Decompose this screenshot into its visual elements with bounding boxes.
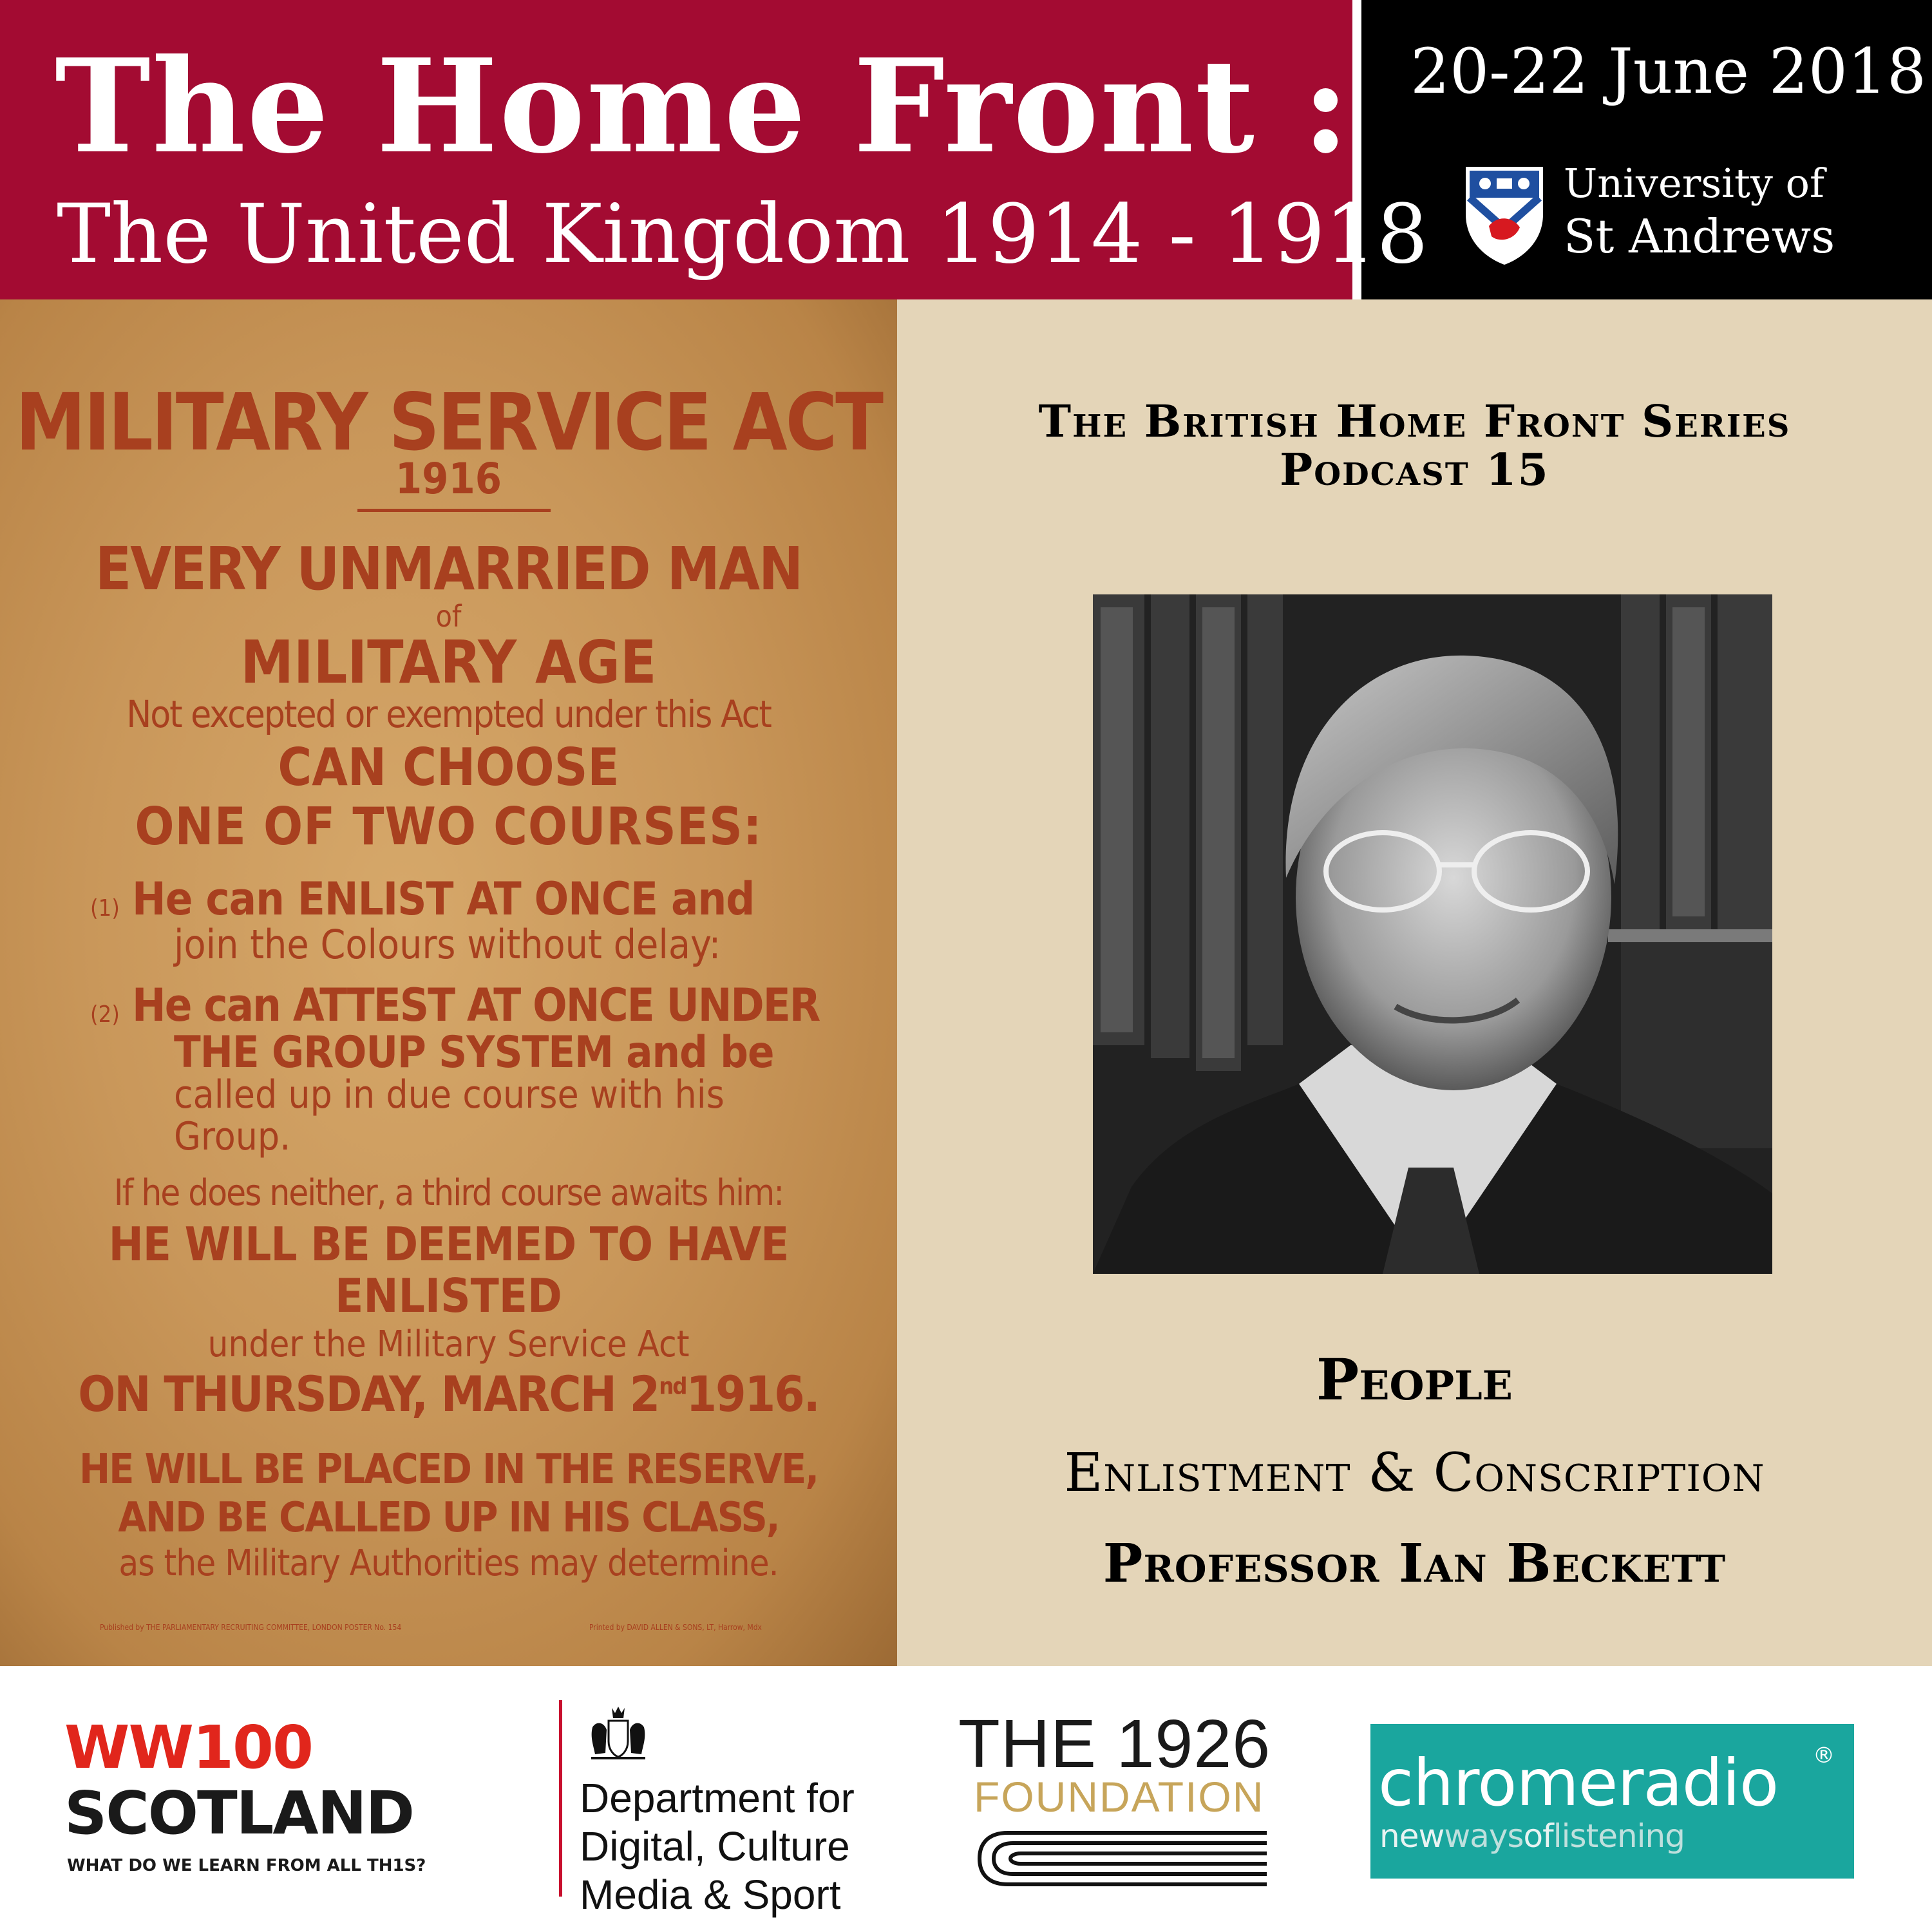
poster-enlist-date-sup: nd xyxy=(659,1373,687,1400)
book-stack-icon xyxy=(976,1829,1269,1888)
poster-course1-line-b: join the Colours without delay: xyxy=(174,921,721,968)
poster-year: 1916 xyxy=(395,454,502,504)
poster-course1-number: (1) xyxy=(90,895,120,922)
episode-subject: Enlistment & Conscription xyxy=(1064,1443,1765,1504)
university-name-line1: University of xyxy=(1564,160,1824,207)
poster-reserve-line-c: as the Military Authorities may determine. xyxy=(118,1542,779,1584)
f1926-logo-line1: THE 1926 xyxy=(958,1706,1271,1782)
poster-line-two-courses: ONE OF TWO COURSES: xyxy=(135,797,762,857)
poster-line-not-excepted: Not excepted or exempted under this Act xyxy=(126,692,771,736)
dcms-name-line2: Digital, Culture xyxy=(580,1823,850,1870)
chromeradio-name: chromeradio xyxy=(1378,1745,1779,1821)
page-title: The Home Front : xyxy=(55,31,1351,182)
chromeradio-tag-of: of xyxy=(1523,1817,1553,1855)
chromeradio-tag-ways: ways xyxy=(1444,1817,1524,1855)
episode-topic: People xyxy=(1316,1346,1513,1413)
event-date: 20-22 June 2018 xyxy=(1410,35,1927,108)
poster-course2-line-a: He can ATTEST AT ONCE UNDER xyxy=(132,979,820,1032)
speaker-portrait-photo xyxy=(1093,594,1772,1274)
series-title: The British Home Front Series xyxy=(1038,396,1791,448)
chromeradio-tag-new: new xyxy=(1379,1817,1444,1855)
poster-under-act: under the Military Service Act xyxy=(207,1323,690,1365)
page-subtitle: The United Kingdom 1914 - 1918 xyxy=(57,187,1428,281)
poster-line-unmarried: EVERY UNMARRIED MAN xyxy=(95,535,802,603)
poster-reserve-line-a: HE WILL BE PLACED IN THE RESERVE, xyxy=(79,1446,819,1493)
poster-divider xyxy=(357,509,551,512)
poster-enlist-date xyxy=(0,1365,897,1423)
poster-deemed-line-b: ENLISTED xyxy=(335,1269,562,1323)
chromeradio-tag-listening: listening xyxy=(1553,1817,1685,1855)
poster-line-can-choose: CAN CHOOSE xyxy=(278,737,620,797)
poster-imprint-right: Printed by DAVID ALLEN & SONS, LT, Harrow, Mdx xyxy=(589,1623,762,1632)
poster-course2-number: (2) xyxy=(90,1001,120,1028)
poster-line-military-age: MILITARY AGE xyxy=(240,628,657,697)
royal-coat-of-arms-icon xyxy=(580,1701,657,1766)
poster-course1-line-a: He can ENLIST AT ONCE and xyxy=(132,873,755,925)
f1926-logo-line2: FOUNDATION xyxy=(974,1773,1265,1821)
poster-reserve-line-b: AND BE CALLED UP IN HIS CLASS, xyxy=(118,1494,779,1542)
poster-line-of: of xyxy=(435,599,462,634)
poster-course2-line-b: THE GROUP SYSTEM and be xyxy=(174,1027,774,1078)
dcms-name-line1: Department for xyxy=(580,1775,855,1821)
ww100-logo-line1: WW100 xyxy=(64,1713,312,1782)
ww100-tagline: WHAT DO WE LEARN FROM ALL TH1S? xyxy=(67,1856,426,1875)
university-name-line2: St Andrews xyxy=(1564,209,1835,263)
episode-speaker: Professor Ian Beckett xyxy=(1103,1533,1727,1595)
podcast-number: Podcast 15 xyxy=(1280,444,1549,496)
poster-course2-line-d: Group. xyxy=(174,1114,291,1159)
chromeradio-tagline xyxy=(1379,1817,1685,1855)
poster-imprint-left: Published by THE PARLIAMENTARY RECRUITING COMMITTEE, LONDON POSTER No. 154 xyxy=(100,1623,402,1632)
university-crest-icon xyxy=(1463,164,1546,266)
ww100-logo-line2: SCOTLAND xyxy=(64,1779,413,1848)
poster-third-course: If he does neither, a third course awaits him: xyxy=(113,1172,784,1214)
chromeradio-registered-mark: ® xyxy=(1813,1743,1835,1768)
recruitment-poster xyxy=(0,299,897,1666)
dcms-accent-bar xyxy=(559,1700,562,1897)
poster-deemed-line-a: HE WILL BE DEEMED TO HAVE xyxy=(108,1217,789,1271)
poster-course2-line-c: called up in due course with his xyxy=(174,1072,724,1117)
poster-enlist-date-year: 1916. xyxy=(686,1365,819,1423)
poster-enlist-date-main: ON THURSDAY, MARCH 2 xyxy=(78,1365,659,1423)
dcms-name-line3: Media & Sport xyxy=(580,1871,841,1918)
poster-heading: MILITARY SERVICE ACT xyxy=(15,377,882,468)
